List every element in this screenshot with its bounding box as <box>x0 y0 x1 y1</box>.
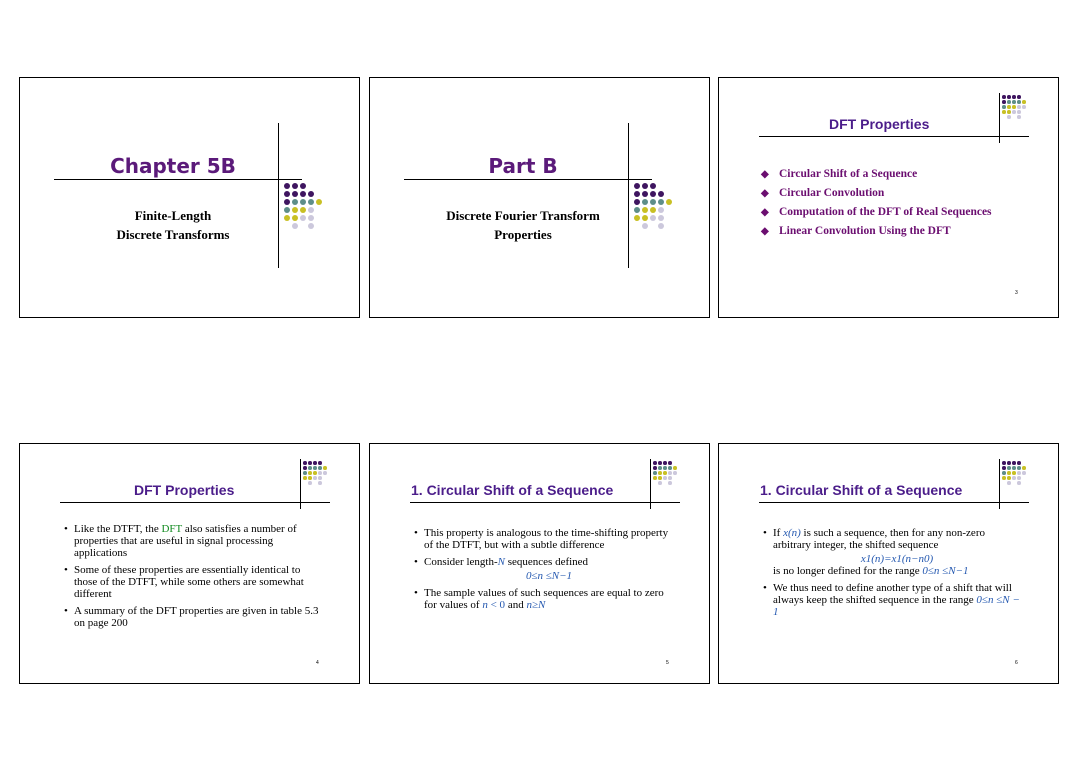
grid-dot <box>308 207 314 213</box>
grid-dot <box>318 481 322 485</box>
slide-5[interactable] <box>369 443 710 684</box>
slide-title: DFT Properties <box>829 116 930 132</box>
slide-4[interactable] <box>19 443 360 684</box>
grid-dot <box>313 461 317 465</box>
grid-dot <box>323 471 327 475</box>
grid-dot <box>1012 471 1016 475</box>
grid-dot <box>292 223 298 229</box>
dft-highlight: DFT <box>161 523 183 535</box>
grid-dot <box>300 223 306 229</box>
list-item: • If x(n) is such a sequence, then for any non-zero arbitrary integer, the shifted sequence x1(n)=x1(n−n0) is no longer defined for the range 0≤n ≤N−1 <box>761 527 1021 577</box>
list-item <box>759 184 992 203</box>
subtitle-line-2: Properties <box>494 227 552 242</box>
grid-dot <box>1007 466 1011 470</box>
decorative-dot-grid-icon <box>634 183 674 231</box>
grid-dot <box>292 199 298 205</box>
grid-dot <box>663 461 667 465</box>
bullet-list <box>761 527 1021 623</box>
list-item <box>759 203 992 222</box>
grid-dot <box>653 471 657 475</box>
grid-dot <box>313 481 317 485</box>
subtitle-line-2: Discrete Transforms <box>116 227 230 242</box>
grid-dot <box>1022 110 1026 114</box>
grid-dot <box>1012 95 1016 99</box>
grid-dot <box>316 183 322 189</box>
grid-dot <box>1012 105 1016 109</box>
grid-dot <box>634 223 640 229</box>
grid-dot <box>634 191 640 197</box>
grid-dot <box>1007 461 1011 465</box>
grid-dot <box>658 461 662 465</box>
grid-dot <box>1012 115 1016 119</box>
grid-dot <box>1017 471 1021 475</box>
title-divider <box>300 459 301 509</box>
grid-dot <box>1022 95 1026 99</box>
grid-dot <box>663 466 667 470</box>
grid-dot <box>1017 466 1021 470</box>
grid-dot <box>668 461 672 465</box>
topic-list <box>759 165 992 241</box>
grid-dot <box>308 199 314 205</box>
grid-dot <box>308 461 312 465</box>
grid-dot <box>308 481 312 485</box>
title-divider <box>278 123 279 268</box>
slide-title: 1. Circular Shift of a Sequence <box>760 482 963 498</box>
grid-dot <box>1002 471 1006 475</box>
grid-dot <box>323 466 327 470</box>
grid-dot <box>1022 481 1026 485</box>
page-number: 6 <box>1015 660 1018 666</box>
grid-dot <box>316 215 322 221</box>
grid-dot <box>1002 100 1006 104</box>
diamond-bullet-icon: ◆ <box>761 226 769 237</box>
grid-dot <box>650 199 656 205</box>
grid-dot <box>642 207 648 213</box>
grid-dot <box>1002 110 1006 114</box>
title-rule <box>410 502 680 503</box>
grid-dot <box>668 476 672 480</box>
circle-bullet-icon: • <box>414 587 418 599</box>
grid-dot <box>1002 481 1006 485</box>
grid-dot <box>284 199 290 205</box>
grid-dot <box>300 199 306 205</box>
grid-dot <box>650 183 656 189</box>
grid-dot <box>300 183 306 189</box>
grid-dot <box>668 466 672 470</box>
grid-dot <box>303 476 307 480</box>
grid-dot <box>658 207 664 213</box>
circle-bullet-icon: • <box>414 556 418 568</box>
grid-dot <box>313 476 317 480</box>
grid-dot <box>303 466 307 470</box>
grid-dot <box>1007 110 1011 114</box>
decorative-dot-grid-icon <box>303 461 328 486</box>
slide-1[interactable] <box>19 77 360 318</box>
list-item: • Consider length-N sequences defined 0≤n ≤N−1 <box>412 556 674 582</box>
grid-dot <box>642 215 648 221</box>
grid-dot <box>658 199 664 205</box>
grid-dot <box>284 223 290 229</box>
grid-dot <box>308 215 314 221</box>
grid-dot <box>666 215 672 221</box>
grid-dot <box>634 199 640 205</box>
grid-dot <box>658 481 662 485</box>
grid-dot <box>658 476 662 480</box>
grid-dot <box>653 466 657 470</box>
title-divider <box>999 93 1000 143</box>
grid-dot <box>1007 471 1011 475</box>
grid-dot <box>658 471 662 475</box>
grid-dot <box>303 481 307 485</box>
grid-dot <box>1017 105 1021 109</box>
grid-dot <box>673 461 677 465</box>
grid-dot <box>642 199 648 205</box>
grid-dot <box>1002 115 1006 119</box>
grid-dot <box>318 466 322 470</box>
title-rule <box>759 502 1029 503</box>
grid-dot <box>323 481 327 485</box>
grid-dot <box>668 481 672 485</box>
slide-title: Part B <box>488 154 558 178</box>
slide-title: Chapter 5B <box>110 154 236 178</box>
grid-dot <box>653 476 657 480</box>
grid-dot <box>1022 115 1026 119</box>
grid-dot <box>308 191 314 197</box>
title-divider <box>999 459 1000 509</box>
grid-dot <box>658 466 662 470</box>
grid-dot <box>1017 476 1021 480</box>
list-item-label: Circular Convolution <box>779 187 885 199</box>
grid-dot <box>658 215 664 221</box>
grid-dot <box>1017 461 1021 465</box>
list-item <box>759 222 992 241</box>
list-item: • The sample values of such sequences are equal to zero for values of n < 0 and n≥N <box>414 587 664 611</box>
title-rule <box>60 502 330 503</box>
grid-dot <box>316 207 322 213</box>
circle-bullet-icon: • <box>414 527 418 539</box>
title-rule <box>54 179 302 180</box>
grid-dot <box>308 223 314 229</box>
grid-dot <box>1022 100 1026 104</box>
grid-dot <box>634 183 640 189</box>
grid-dot <box>316 191 322 197</box>
decorative-dot-grid-icon <box>1002 95 1027 120</box>
list-item-label: Linear Convolution Using the DFT <box>779 225 951 237</box>
grid-dot <box>1012 466 1016 470</box>
diamond-bullet-icon: ◆ <box>761 188 769 199</box>
grid-dot <box>673 466 677 470</box>
grid-dot <box>1002 476 1006 480</box>
title-rule <box>404 179 652 180</box>
grid-dot <box>300 215 306 221</box>
grid-dot <box>284 215 290 221</box>
grid-dot <box>666 223 672 229</box>
list-item: • Some of these properties are essentially identical to those of the DTFT, while some others are somewhat different <box>64 564 304 600</box>
grid-dot <box>1007 115 1011 119</box>
grid-dot <box>1017 481 1021 485</box>
diamond-bullet-icon: ◆ <box>761 207 769 218</box>
grid-dot <box>1017 100 1021 104</box>
page-number: 3 <box>1015 290 1018 296</box>
grid-dot <box>634 207 640 213</box>
grid-dot <box>642 223 648 229</box>
grid-dot <box>1007 476 1011 480</box>
decorative-dot-grid-icon <box>653 461 678 486</box>
title-rule <box>759 136 1029 137</box>
grid-dot <box>668 471 672 475</box>
slide-subtitle <box>398 206 648 244</box>
grid-dot <box>284 183 290 189</box>
grid-dot <box>658 183 664 189</box>
decorative-dot-grid-icon <box>284 183 324 231</box>
grid-dot <box>673 476 677 480</box>
list-item: • A summary of the DFT properties are given in table 5.3 on page 200 <box>64 605 319 629</box>
grid-dot <box>666 191 672 197</box>
list-item: • This property is analogous to the time-shifting property of the DTFT, but with a subtle difference <box>414 527 669 551</box>
grid-dot <box>650 215 656 221</box>
list-item-label: Computation of the DFT of Real Sequences <box>779 206 992 218</box>
slide-2[interactable] <box>369 77 710 318</box>
grid-dot <box>650 223 656 229</box>
grid-dot <box>308 466 312 470</box>
grid-dot <box>318 471 322 475</box>
decorative-dot-grid-icon <box>1002 461 1027 486</box>
page-number: 4 <box>316 660 319 666</box>
page-number: 5 <box>666 660 669 666</box>
grid-dot <box>1017 110 1021 114</box>
grid-dot <box>1002 105 1006 109</box>
grid-dot <box>284 207 290 213</box>
grid-dot <box>313 471 317 475</box>
grid-dot <box>1022 476 1026 480</box>
grid-dot <box>292 207 298 213</box>
grid-dot <box>1007 100 1011 104</box>
grid-dot <box>1012 100 1016 104</box>
grid-dot <box>653 481 657 485</box>
list-item-label: Circular Shift of a Sequence <box>779 168 918 180</box>
grid-dot <box>1007 95 1011 99</box>
slide-title: 1. Circular Shift of a Sequence <box>411 482 614 498</box>
slide-subtitle <box>48 206 298 244</box>
grid-dot <box>284 191 290 197</box>
grid-dot <box>1022 461 1026 465</box>
grid-dot <box>292 183 298 189</box>
subtitle-line-1: Finite-Length <box>134 208 212 223</box>
circle-bullet-icon: • <box>763 582 767 594</box>
grid-dot <box>658 223 664 229</box>
grid-dot <box>313 466 317 470</box>
grid-dot <box>673 481 677 485</box>
grid-dot <box>1012 461 1016 465</box>
slide-6[interactable] <box>718 443 1059 684</box>
grid-dot <box>300 207 306 213</box>
grid-dot <box>318 476 322 480</box>
grid-dot <box>666 199 672 205</box>
slide-3[interactable] <box>718 77 1059 318</box>
grid-dot <box>303 461 307 465</box>
grid-dot <box>650 207 656 213</box>
grid-dot <box>653 461 657 465</box>
grid-dot <box>1022 105 1026 109</box>
grid-dot <box>308 476 312 480</box>
grid-dot <box>1022 471 1026 475</box>
grid-dot <box>303 471 307 475</box>
circle-bullet-icon: • <box>64 523 68 535</box>
list-item <box>759 165 992 184</box>
equation: x1(n)=x1(n−n0) <box>860 553 934 565</box>
grid-dot <box>634 215 640 221</box>
grid-dot <box>318 461 322 465</box>
grid-dot <box>1012 476 1016 480</box>
grid-dot <box>1012 110 1016 114</box>
grid-dot <box>300 191 306 197</box>
list-item: • Like the DTFT, the DFT also satisfies a number of properties that are useful in signal processing applications <box>64 523 297 559</box>
circle-bullet-icon: • <box>64 564 68 576</box>
grid-dot <box>323 461 327 465</box>
grid-dot <box>323 476 327 480</box>
grid-dot <box>1002 95 1006 99</box>
grid-dot <box>1007 105 1011 109</box>
equation: 0≤n ≤N−1 <box>525 570 573 582</box>
grid-dot <box>1002 466 1006 470</box>
grid-dot <box>1007 481 1011 485</box>
grid-dot <box>308 471 312 475</box>
grid-dot <box>1012 481 1016 485</box>
grid-dot <box>650 191 656 197</box>
circle-bullet-icon: • <box>64 605 68 617</box>
grid-dot <box>663 476 667 480</box>
subtitle-line-1: Discrete Fourier Transform <box>446 208 600 223</box>
list-item: • We thus need to define another type of a shift that will always keep the shifted sequence in the range 0≤n ≤N − 1 <box>763 582 1020 618</box>
grid-dot <box>1022 466 1026 470</box>
grid-dot <box>292 191 298 197</box>
grid-dot <box>1017 95 1021 99</box>
grid-dot <box>316 199 322 205</box>
grid-dot <box>658 191 664 197</box>
bullet-list <box>62 523 322 634</box>
grid-dot <box>1002 461 1006 465</box>
grid-dot <box>666 183 672 189</box>
title-divider <box>650 459 651 509</box>
slide-title: DFT Properties <box>134 482 235 498</box>
diamond-bullet-icon: ◆ <box>761 169 769 180</box>
grid-dot <box>316 223 322 229</box>
grid-dot <box>666 207 672 213</box>
title-divider <box>628 123 629 268</box>
grid-dot <box>642 183 648 189</box>
grid-dot <box>663 481 667 485</box>
circle-bullet-icon: • <box>763 527 767 539</box>
grid-dot <box>292 215 298 221</box>
grid-dot <box>663 471 667 475</box>
grid-dot <box>1017 115 1021 119</box>
grid-dot <box>642 191 648 197</box>
grid-dot <box>673 471 677 475</box>
bullet-list <box>412 527 674 616</box>
grid-dot <box>308 183 314 189</box>
